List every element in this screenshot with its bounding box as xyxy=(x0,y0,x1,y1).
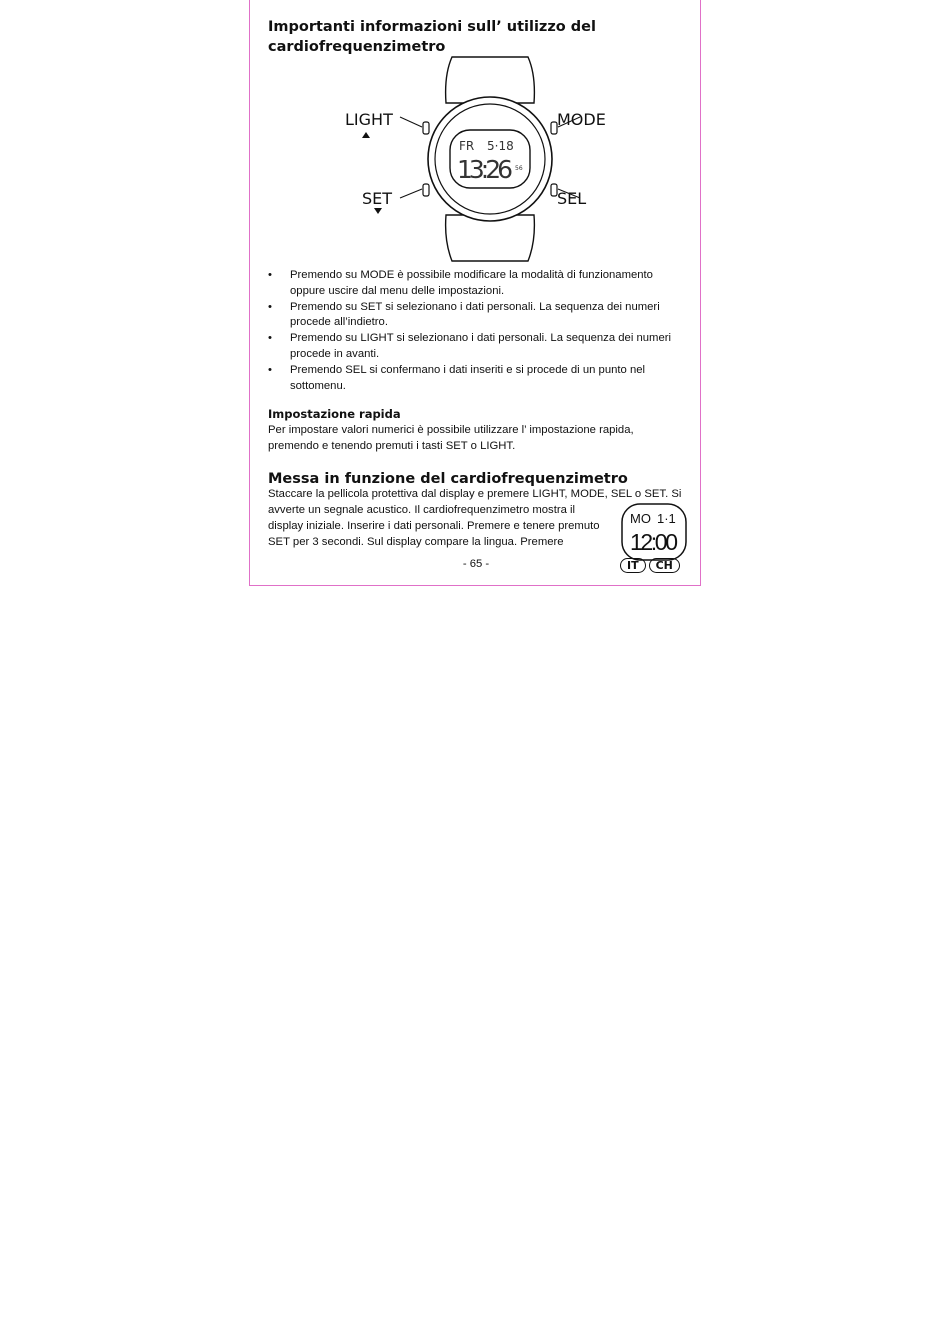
display-time: 13:26 xyxy=(457,155,513,184)
bullet-symbol: • xyxy=(268,332,272,345)
list-item: • Premendo su SET si selezionano i dati personali. La sequenza dei numeri procede all’indietro. xyxy=(268,300,660,329)
list-item: • Premendo su MODE è possibile modificare la modalità di funzionamento oppure uscire dal menu delle impostazioni. xyxy=(268,269,653,297)
bullet-symbol: • xyxy=(268,269,272,281)
bullet-symbol: • xyxy=(268,363,272,376)
section-title-heart-rate-info: Importanti informazioni sull’ utilizzo del cardiofrequenzimetro xyxy=(268,19,596,55)
down-arrow-icon xyxy=(374,208,382,214)
watch-illustration xyxy=(340,55,640,263)
display-top-left: FR xyxy=(459,139,475,153)
badge-ch: CH xyxy=(649,558,680,573)
set-button-shape xyxy=(423,184,429,196)
list-item: • Premendo SEL si confermano i dati inseriti e si procede di un punto nel sottomenu. xyxy=(268,363,646,392)
watch-diagram xyxy=(340,55,640,263)
quick-setting-text: Per impostare valori numerici è possibile utilizzare l’ impostazione rapida, premendo e tenendo premuti i tasti SET o LIGHT. xyxy=(268,424,634,452)
section-title-startup: Messa in funzione del cardiofrequenzimetro xyxy=(268,471,628,487)
display-top-right: 5·18 xyxy=(487,139,514,153)
label-mode: MODE xyxy=(557,110,606,129)
startup-text-line1: Staccare la pellicola protettiva dal display e premere LIGHT, MODE, SEL o SET. Si xyxy=(268,488,682,500)
display2-top-right: 1·1 xyxy=(657,511,676,526)
badge-it: IT xyxy=(620,558,646,573)
quick-setting-title: Impostazione rapida xyxy=(268,407,401,421)
light-button-shape xyxy=(423,122,429,134)
bullet-symbol: • xyxy=(268,300,272,313)
initial-display-illustration xyxy=(621,503,687,561)
page-number: - 65 - xyxy=(462,558,490,570)
display-suffix: 56 xyxy=(515,165,523,172)
label-sel: SEL xyxy=(557,189,587,208)
country-badges xyxy=(620,558,680,573)
label-set: SET xyxy=(362,189,393,208)
button-function-list xyxy=(268,268,680,394)
startup-text-paragraph: avverte un segnale acustico. Il cardiofrequenzimetro mostra il display iniziale. Inserire i dati personali. Premere e tenere premuto SET per 3 secondi. Sul display compare la lingua. Premere xyxy=(268,504,600,548)
display2-time: 12:00 xyxy=(630,529,678,555)
label-light: LIGHT xyxy=(345,110,393,129)
up-arrow-icon xyxy=(362,132,370,138)
list-item: • Premendo su LIGHT si selezionano i dati personali. La sequenza dei numeri procede in avanti. xyxy=(268,332,671,360)
display2-top-left: MO xyxy=(630,511,651,526)
manual-page xyxy=(249,0,701,586)
